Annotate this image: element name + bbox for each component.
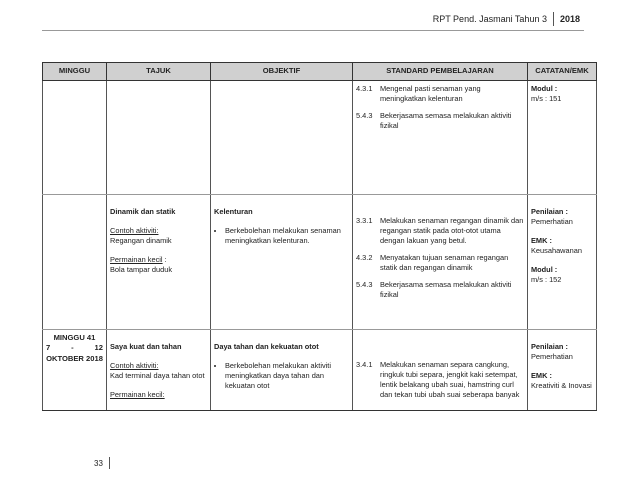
- modul-label: Modul :: [531, 264, 558, 274]
- standard-code: 3.4.1: [356, 360, 373, 369]
- col-header-standard: STANDARD PEMBELAJARAN: [353, 63, 528, 81]
- table-row: [43, 195, 597, 330]
- example-value: Kad terminal daya tahan otot: [110, 370, 205, 380]
- cell-notes: [528, 195, 597, 330]
- example-value: Regangan dinamik: [110, 235, 172, 245]
- cell-objective: [211, 195, 353, 330]
- week-month: OKTOBER 2018: [46, 353, 103, 363]
- week-day-range: [46, 343, 103, 353]
- objective-bullet: • Berkebolehan melakukan senaman meningkatkan kelenturan.: [225, 226, 349, 246]
- cell-week: [43, 195, 107, 330]
- cell-standards: [353, 195, 528, 330]
- page-header: [433, 12, 580, 26]
- standard-item: [356, 84, 524, 104]
- standard-text: Bekerjasama semasa melakukan aktiviti fizikal: [380, 110, 512, 130]
- standard-item: [356, 111, 524, 131]
- col-header-objektif: OBJEKTIF: [211, 63, 353, 81]
- cell-objective: [211, 330, 353, 411]
- footer-separator: [109, 457, 110, 469]
- cell-topic: [107, 330, 211, 411]
- modul-label: Modul :: [531, 84, 558, 93]
- standard-text: Mengenal pasti senaman yang meningkatkan kelenturan: [380, 84, 481, 103]
- game-suffix: :: [162, 254, 167, 264]
- page-footer: [94, 457, 110, 469]
- penilaian-value: Pemerhatian: [531, 351, 573, 361]
- cell-week: [43, 330, 107, 411]
- cell-standards: [353, 81, 528, 195]
- objective-title: Kelenturan: [214, 207, 253, 216]
- standard-code: 4.3.2: [356, 252, 373, 262]
- table-header-row: [43, 63, 597, 81]
- game-label: Permainan kecil: [110, 254, 163, 264]
- header-separator: [553, 12, 554, 26]
- table-row: [43, 330, 597, 411]
- example-label: Contoh aktiviti:: [110, 225, 159, 235]
- penilaian-label: Penilaian :: [531, 342, 568, 351]
- standard-code: 5.4.3: [356, 279, 373, 289]
- penilaian-label: Penilaian :: [531, 207, 568, 216]
- standard-text: Melakukan senaman separa cangkung, ringkuk tubi separa, jengkit kaki setempat, lentik belakang ubah suai, hamstring curl dan tekan tubi ubah suai seberapa banyak: [380, 360, 520, 399]
- header-year: 2018: [559, 14, 580, 24]
- week-number: MINGGU 41: [53, 333, 96, 342]
- objective-title: Daya tahan dan kekuatan otot: [214, 342, 319, 351]
- example-label: Contoh aktiviti:: [110, 360, 159, 370]
- standard-item: [356, 280, 524, 300]
- game-line: [110, 255, 207, 265]
- standard-text: Bekerjasama semasa melakukan aktiviti fizikal: [380, 279, 512, 299]
- table-row: [43, 81, 597, 195]
- standard-text: Menyatakan tujuan senaman regangan statik dan regangan dinamik: [380, 252, 509, 272]
- emk-label: EMK :: [531, 235, 552, 245]
- standard-text: Melakukan senaman regangan dinamik dan regangan statik pada otot-otot utama dengan lakuan yang betul.: [380, 216, 524, 245]
- header-title: RPT Pend. Jasmani Tahun 3: [432, 14, 547, 24]
- emk-value: Keusahawanan: [531, 245, 582, 255]
- cell-topic: [107, 81, 211, 195]
- cell-week: [43, 81, 107, 195]
- cell-notes: [528, 330, 597, 411]
- game-value: Bola tampar duduk: [110, 264, 173, 274]
- standard-item: [356, 216, 524, 246]
- standard-item: [356, 360, 524, 400]
- standard-item: [356, 253, 524, 273]
- col-header-minggu: MINGGU: [43, 63, 107, 81]
- standard-code: 5.4.3: [356, 110, 373, 120]
- emk-value: Kreativiti & Inovasi: [531, 380, 592, 390]
- topic-title: Saya kuat dan tahan: [110, 342, 182, 351]
- week-day-to: 12: [94, 343, 103, 353]
- cell-standards: [353, 330, 528, 411]
- standard-code: 4.3.1: [356, 84, 373, 93]
- week-dash: -: [71, 343, 74, 353]
- emk-label: EMK :: [531, 370, 552, 380]
- modul-value: m/s : 151: [531, 93, 562, 103]
- penilaian-value: Pemerhatian: [531, 216, 573, 226]
- topic-title: Dinamik dan statik: [110, 207, 176, 216]
- page-number: 33: [94, 458, 103, 468]
- week-day-from: 7: [46, 343, 51, 353]
- cell-objective: [211, 81, 353, 195]
- objective-list: [214, 226, 349, 246]
- objective-list: [214, 361, 349, 391]
- col-header-tajuk: TAJUK: [107, 63, 211, 81]
- cell-topic: [107, 195, 211, 330]
- objective-bullet: • Berkebolehan melakukan aktiviti meningkatkan daya tahan dan kekuatan otot: [225, 361, 349, 391]
- game-label: Permainan kecil:: [110, 389, 165, 399]
- week-label: [46, 333, 103, 364]
- header-rule: [42, 30, 584, 31]
- lesson-plan-table: [42, 62, 597, 411]
- col-header-catatan: CATATAN/EMK: [528, 63, 597, 81]
- modul-value: m/s : 152: [531, 274, 562, 284]
- standard-code: 3.3.1: [356, 216, 373, 225]
- cell-notes: [528, 81, 597, 195]
